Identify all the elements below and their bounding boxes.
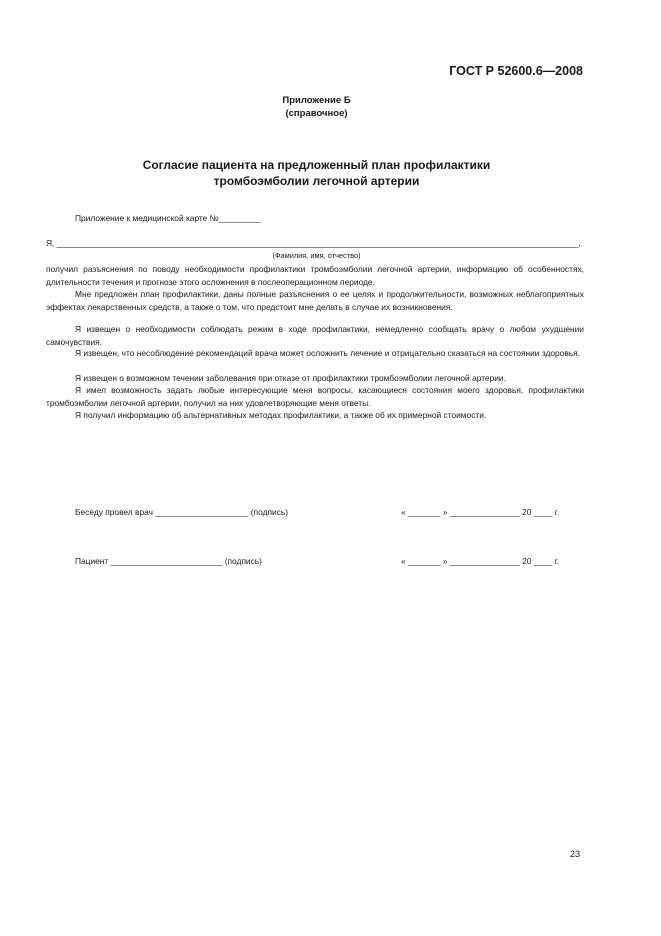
- doctor-signature-line: Беседу провел врач ____________________ (подпись): [75, 507, 289, 517]
- paragraph-explanation: получил разъяснения по поводу необходимости профилактики тромбоэмболии легочной артерии, информацию об особенностях, длительности течения и прогнозе этого осложнения в послеоперационном периоде.: [46, 264, 584, 287]
- paragraph-noncompliance: Я извещен, что несоблюдение рекомендаций врача может осложнить лечение и отрицательно сказаться на состоянии здоровья.: [75, 348, 581, 358]
- paragraph-regime: Я извещен о необходимости соблюдать режим в ходе профилактики, немедленно сообщать врачу о любом ухудшении самочувствия.: [46, 324, 584, 347]
- appendix-title: Приложение Б: [282, 95, 351, 106]
- appendix-subtitle: (справочное): [285, 108, 348, 119]
- paragraph-refusal: Я извещен о возможном течении заболевания при отказе от профилактики тромбоэмболии легочной артерии.: [75, 373, 506, 383]
- standard-number: ГОСТ Р 52600.6—2008: [449, 64, 583, 78]
- patient-date-line: « _______ » _______________ 20 ____ г.: [401, 556, 560, 566]
- doctor-date-line: « _______ » _______________ 20 ____ г.: [401, 507, 560, 517]
- paragraph-questions: Я имел возможность задать любые интересующие меня вопросы, касающиеся состояния моего здоровья, профилактики тромбоэмболии легочной артерии, получил на них удовлетворяющие меня ответы.: [46, 385, 584, 408]
- document-title-line-2: тромбоэмболии легочной артерии: [213, 174, 420, 188]
- patient-signature-line: Пациент ________________________ (подпись): [75, 556, 262, 566]
- page-number: 23: [570, 849, 581, 859]
- paragraph-plan: Мне предложен план профилактики, даны полные разъяснения о ее целях и продолжительности, возможных неблагоприятных эффектах лекарственных средств, а также о том, что предстоит мне делать в случае их возникновения.: [46, 289, 584, 312]
- document-title-line-1: Согласие пациента на предложенный план профилактики: [142, 158, 491, 172]
- paragraph-alternatives: Я получил информацию об альтернативных методах профилактики, а также об их примерной стоимости.: [75, 410, 487, 420]
- medical-card-reference: Приложение к медицинской карте №_________: [75, 213, 261, 223]
- patient-name-line: Я, ________________________________________________________________________________________________________________,: [46, 238, 581, 248]
- patient-name-caption: (Фамилия, имя, отчество): [272, 251, 361, 260]
